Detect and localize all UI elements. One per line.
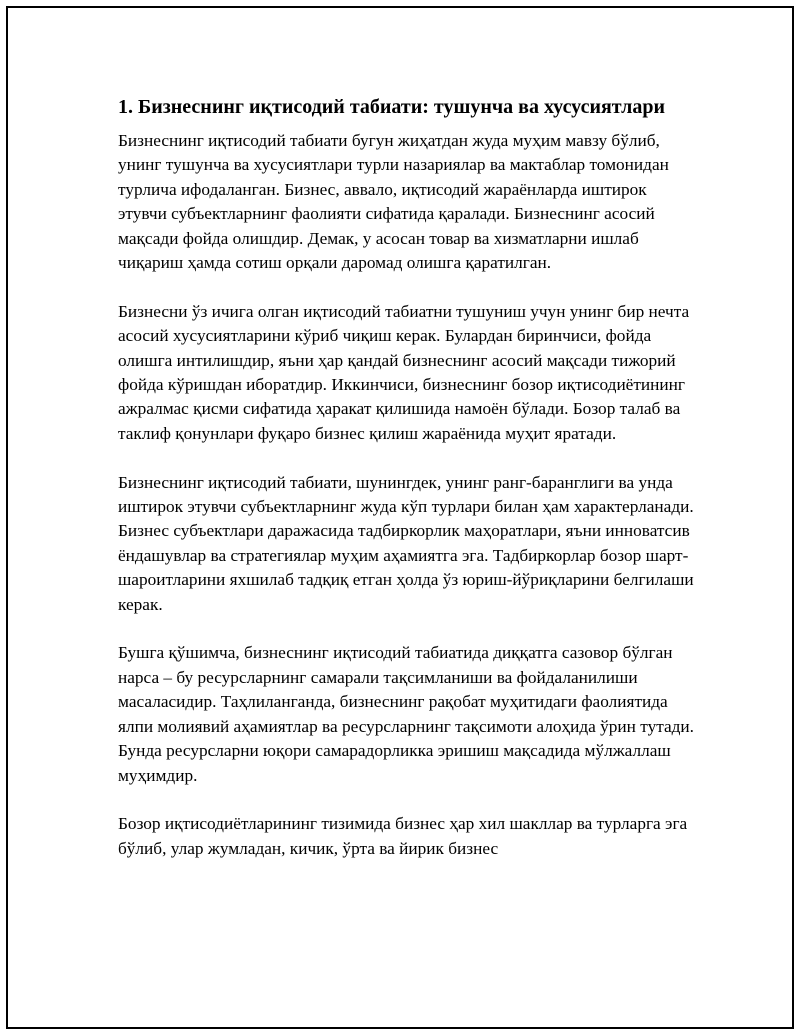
paragraph-5: Бозор иқтисодиётларининг тизимида бизнес ҳар хил шакллар ва турларга эга бўлиб, улар жумладан, кичик, ўрта ва йирик бизнес	[118, 814, 688, 858]
paragraph-4: Бушга қўшимча, бизнеснинг иқтисодий табиатида диққатга сазовор бўлган нарса – бу ресурсларнинг самарали тақсимланиши ва фойдаланилиши масаласидир. Таҳлиланганда, бизнеснинг рақобат муҳитидаги фаолиятида ялпи молиявий аҳамиятлар ва ресурсларнинг тақсимоти алоҳида ўрин тутади. Бунда ресурсларни юқори самарадорликка эришиш мақсадида мўлжаллаш муҳимдир.	[118, 643, 695, 785]
document-body	[118, 93, 698, 886]
paragraph-3: Бизнеснинг иқтисодий табиати, шунингдек, унинг ранг-баранглиги ва унда иштирок этувчи субъектларнинг жуда кўп турлари билан ҳам характерланади. Бизнес субъектлари даражасида тадбиркорлик маҳоратлари, яъни инноватсив ёндашувлар ва стратегиялар муҳим аҳамиятга эга. Тадбиркорлар бозор шарт-шароитларини яхшилаб тадқиқ етган ҳолда ўз юриш-йўриқларини белгилаши керак.	[118, 472, 694, 614]
paragraph-1: Бизнеснинг иқтисодий табиати бугун жиҳатдан жуда муҳим мавзу бўлиб, унинг тушунча ва хусусиятлари турли назариялар ва мактаблар томонидан турлича ифодаланган. Бизнес, аввало, иқтисодий жараёнларда иштирок этувчи субъектларнинг фаолияти сифатида қаралади. Бизнеснинг асосий мақсади фойда олишдир. Демак, у асосан товар ва хизматларни ишлаб чиқариш ҳамда сотиш орқали даромад олишга қаратилган.	[118, 131, 669, 273]
section-heading: 1. Бизнеснинг иқтисодий табиати: тушунча ва хусусиятлари	[118, 96, 665, 118]
paragraph-2: Бизнесни ўз ичига олган иқтисодий табиатни тушуниш учун унинг бир нечта асосий хусусиятларини кўриб чиқиш керак. Булардан биринчиси, фойда олишга интилишдир, яъни ҳар қандай бизнеснинг асосий мақсади тижорий фойда кўришдан иборатдир. Иккинчиси, бизнеснинг бозор иқтисодиётининг ажралмас қисми сифатида ҳаракат қилишида намоён бўлади. Бозор талаб ва таклиф қонунлари фуқаро бизнес қилиш жараёнида муҳит яратади.	[118, 301, 690, 443]
